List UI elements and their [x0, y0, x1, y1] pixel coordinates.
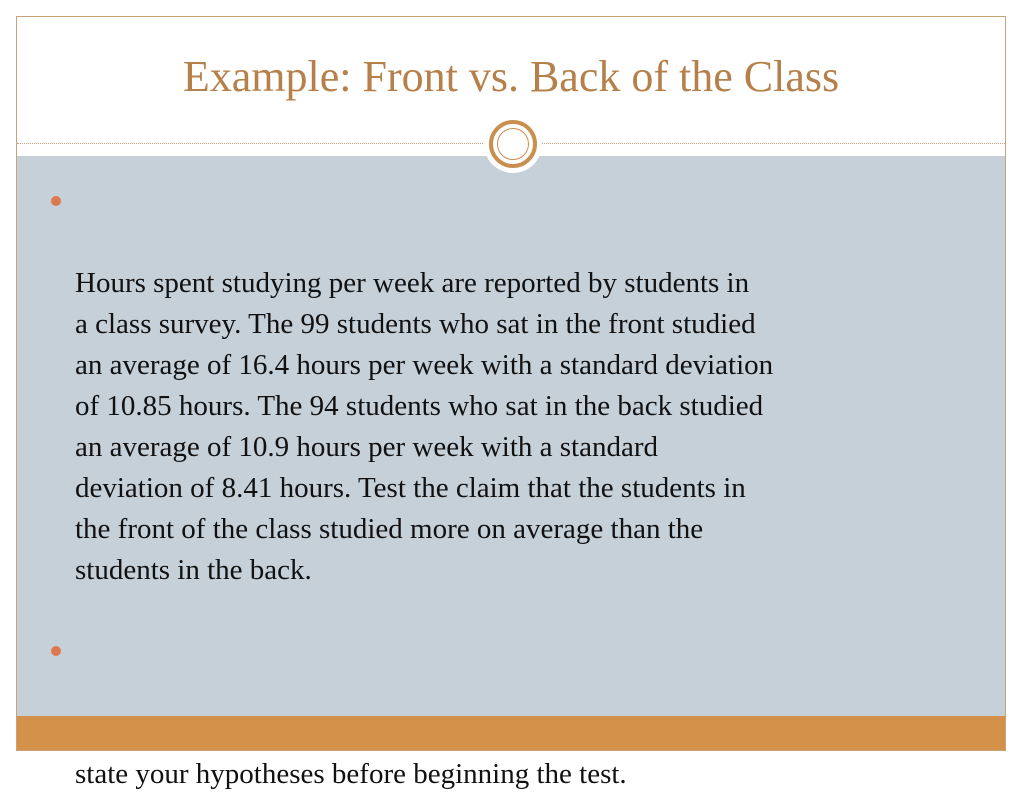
bullet-list: [17, 181, 1005, 795]
bullet-dot-icon: [51, 646, 61, 656]
slide-title: Example: Front vs. Back of the Class: [182, 52, 840, 101]
ring-ornament-inner-ring: [497, 128, 529, 160]
bullet-text: state your hypotheses before beginning the test.: [75, 758, 627, 790]
bullet-item: [17, 181, 1005, 591]
footer-bar: [17, 716, 1005, 750]
bullet-item: [17, 631, 1005, 795]
bullet-text: Hours spent studying per week are reported by students in a class survey. The 99 students who sat in the front studied an average of 16.4 hours per week with a standard deviation of 10.85 hours. The 94 students who sat in the back studied an average of 10.9 hours per week with a standard deviation of 8.41 hours. Test the claim that the students in the front of the class studied more on average than the students in the back.: [75, 267, 774, 586]
bullet-dot-icon: [51, 196, 61, 206]
slide: [16, 16, 1006, 790]
